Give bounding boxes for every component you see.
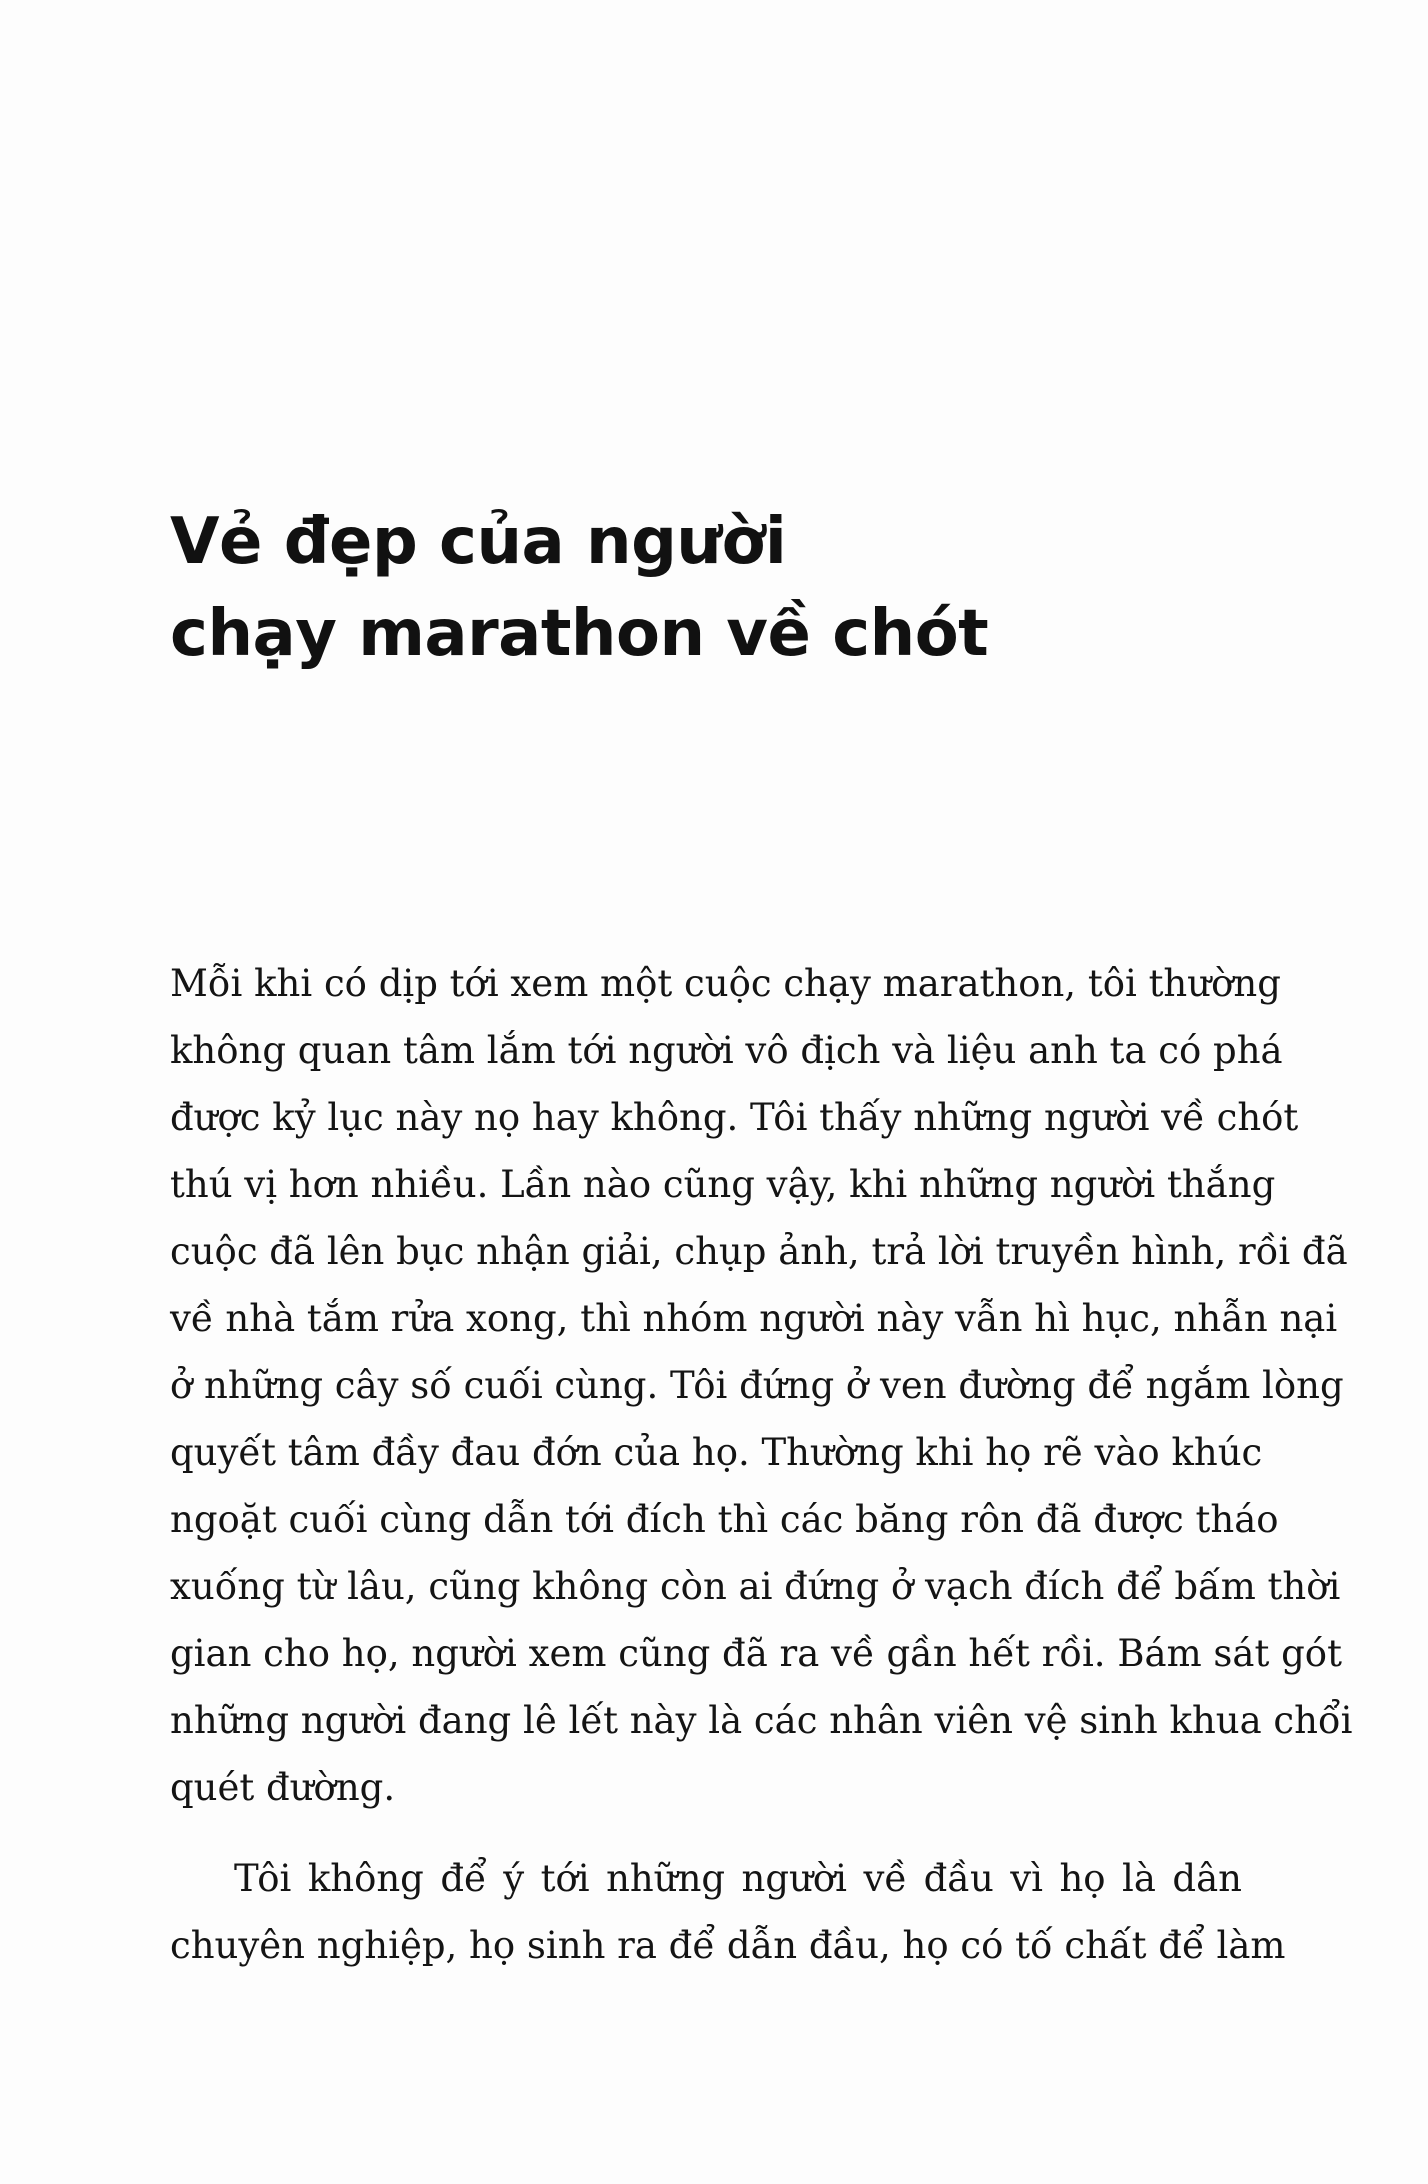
- text-line: xuống từ lâu, cũng không còn ai đứng ở vạch đích để bấm thời: [170, 1565, 1341, 1608]
- text-line: về nhà tắm rửa xong, thì nhóm người này vẫn hì hục, nhẫn nại: [170, 1297, 1338, 1340]
- text-line: chuyên nghiệp, họ sinh ra để dẫn đầu, họ có tố chất để làm: [170, 1924, 1286, 1967]
- chapter-title-line-2: chạy marathon về chót: [170, 597, 989, 671]
- chapter-title: [170, 496, 1170, 680]
- text-line: những người đang lê lết này là các nhân viên vệ sinh khua chổi: [170, 1699, 1353, 1742]
- paragraph-spacer: [170, 1821, 1242, 1845]
- text-line: ở những cây số cuối cùng. Tôi đứng ở ven đường để ngắm lòng: [170, 1364, 1344, 1407]
- paragraph-1: [170, 950, 1353, 1821]
- text-line: quyết tâm đầy đau đớn của họ. Thường khi họ rẽ vào khúc: [170, 1431, 1263, 1474]
- text-line: không quan tâm lắm tới người vô địch và liệu anh ta có phá: [170, 1029, 1283, 1072]
- text-line: thú vị hơn nhiều. Lần nào cũng vậy, khi những người thắng: [170, 1163, 1276, 1206]
- chapter-title-line-1: Vẻ đẹp của người: [170, 505, 787, 579]
- text-line: ngoặt cuối cùng dẫn tới đích thì các băng rôn đã được tháo: [170, 1498, 1279, 1541]
- text-line: Mỗi khi có dịp tới xem một cuộc chạy marathon, tôi thường: [170, 962, 1281, 1005]
- text-line: Tôi không để ý tới những người về đầu vì họ là dân: [234, 1857, 1242, 1900]
- body-text: [170, 950, 1353, 1979]
- text-line: gian cho họ, người xem cũng đã ra về gần hết rồi. Bám sát gót: [170, 1632, 1342, 1675]
- paragraph-2: [170, 1845, 1286, 1979]
- text-line: quét đường.: [170, 1766, 396, 1809]
- text-line: được kỷ lục này nọ hay không. Tôi thấy những người về chót: [170, 1096, 1299, 1139]
- text-line: cuộc đã lên bục nhận giải, chụp ảnh, trả lời truyền hình, rồi đã: [170, 1230, 1348, 1273]
